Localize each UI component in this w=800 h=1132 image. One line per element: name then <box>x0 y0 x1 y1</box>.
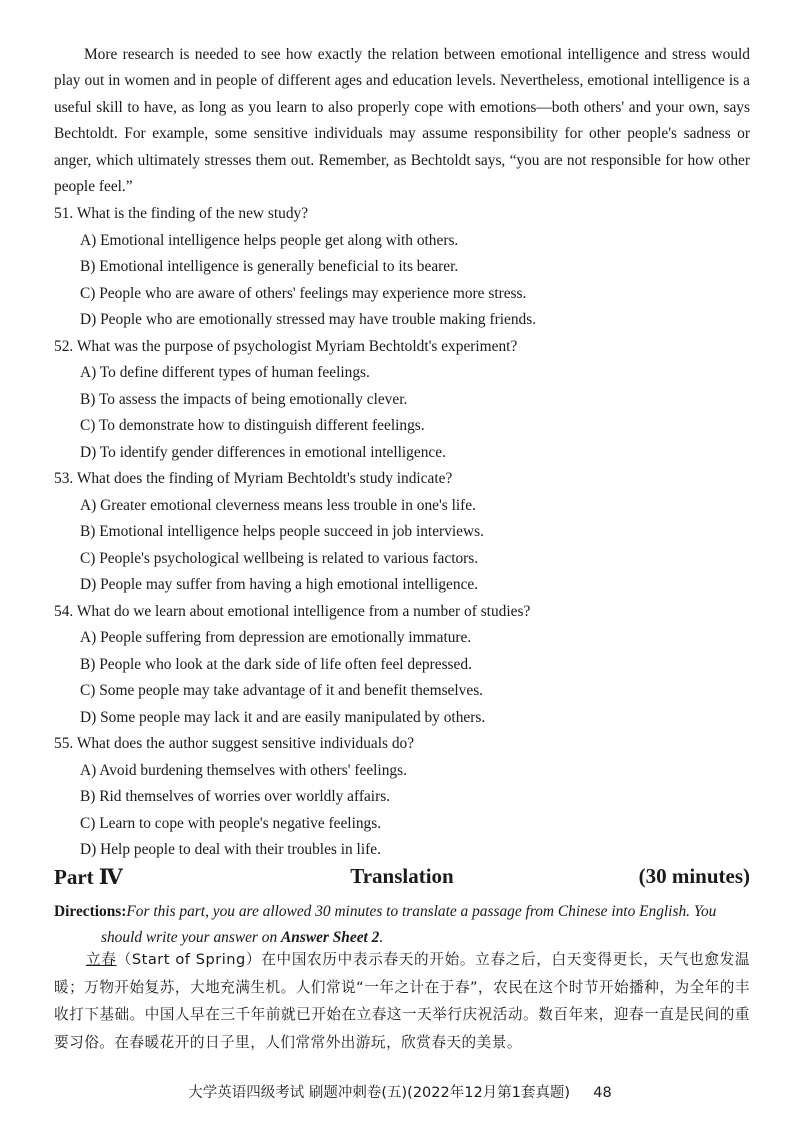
option-text: Learn to cope with people's negative feelings. <box>99 815 382 832</box>
directions <box>54 899 750 951</box>
option-text: Some people may lack it and are easily manipulated by others. <box>100 709 486 726</box>
chinese-passage <box>54 946 750 1056</box>
question-54 <box>54 602 530 622</box>
answer-sheet-label: Answer Sheet 2 <box>281 929 380 946</box>
question-text: What do we learn about emotional intelligence from a number of studies? <box>76 603 531 620</box>
option-letter: D) <box>80 709 97 726</box>
directions-line-1 <box>54 899 750 925</box>
option-text: Some people may take advantage of it and benefit themselves. <box>99 682 484 699</box>
question-number: 52. <box>54 338 74 355</box>
option-text: People who are aware of others' feelings may experience more stress. <box>99 285 527 302</box>
option-text: To assess the impacts of being emotionally clever. <box>98 391 408 408</box>
option-letter: A) <box>80 762 97 779</box>
option-51-d <box>80 310 536 330</box>
option-text: Emotional intelligence is generally beneficial to its bearer. <box>99 258 459 275</box>
directions-text-2: should write your answer on <box>101 929 281 946</box>
option-letter: B) <box>80 656 96 673</box>
option-53-b <box>80 522 484 542</box>
option-letter: B) <box>80 788 96 805</box>
option-letter: B) <box>80 258 96 275</box>
option-53-a <box>80 496 476 516</box>
option-letter: C) <box>80 682 96 699</box>
footer-text: 大学英语四级考试 刷题冲刺卷(五)(2022年12月第1套真题) <box>188 1085 571 1101</box>
option-letter: D) <box>80 576 97 593</box>
option-52-d <box>80 443 446 463</box>
question-text: What is the finding of the new study? <box>76 205 309 222</box>
option-letter: A) <box>80 364 97 381</box>
option-55-c <box>80 814 381 834</box>
page-number: 48 <box>593 1085 612 1101</box>
question-number: 55. <box>54 735 74 752</box>
page-footer <box>0 1081 800 1102</box>
directions-label: Directions: <box>54 903 127 920</box>
option-text: People's psychological wellbeing is related to various factors. <box>99 550 479 567</box>
question-number: 53. <box>54 470 74 487</box>
option-text: People may suffer from having a high emotional intelligence. <box>100 576 479 593</box>
option-text: Emotional intelligence helps people succeed in job interviews. <box>99 523 484 540</box>
option-text: Greater emotional cleverness means less trouble in one's life. <box>100 497 476 514</box>
option-55-d <box>80 840 381 860</box>
option-54-b <box>80 655 472 675</box>
option-letter: D) <box>80 841 97 858</box>
option-51-a <box>80 231 458 251</box>
option-text: To define different types of human feelings. <box>99 364 370 381</box>
option-letter: D) <box>80 311 97 328</box>
option-letter: A) <box>80 629 97 646</box>
option-51-b <box>80 257 458 277</box>
question-text: What does the finding of Myriam Bechtoldt's study indicate? <box>76 470 453 487</box>
option-text: People who look at the dark side of life often feel depressed. <box>99 656 472 673</box>
chinese-passage-text: （Start of Spring）在中国农历中表示春天的开始。立春之后，白天变得更长，天气也愈发温暖；万物开始复苏，大地充满生机。人们常说“一年之计在于春”，农民在这个时节开始播种，为全年的丰收打下基础。中国人早在三千年前就已开始在立春这一天举行庆祝活动。数百年来，迎春一直是民间的重要习俗。在春暖花开的日子里，人们常常外出游玩，欣赏春天的美景。 <box>54 951 750 1051</box>
option-52-b <box>80 390 407 410</box>
option-text: People suffering from depression are emotionally immature. <box>100 629 472 646</box>
question-number: 54. <box>54 603 74 620</box>
option-text: Avoid burdening themselves with others' feelings. <box>99 762 407 779</box>
option-52-a <box>80 363 370 383</box>
option-51-c <box>80 284 526 304</box>
option-54-c <box>80 681 483 701</box>
question-53 <box>54 469 452 489</box>
question-55 <box>54 734 414 754</box>
underlined-term: 立春 <box>86 951 117 968</box>
question-text: What does the author suggest sensitive individuals do? <box>76 735 415 752</box>
option-text: To demonstrate how to distinguish different feelings. <box>98 417 425 434</box>
option-text: Help people to deal with their troubles in life. <box>100 841 381 858</box>
part-time: (30 minutes) <box>638 864 750 888</box>
question-text: What was the purpose of psychologist Myriam Bechtoldt's experiment? <box>76 338 518 355</box>
option-54-d <box>80 708 485 728</box>
option-letter: D) <box>80 444 97 461</box>
question-52 <box>54 337 517 357</box>
option-52-c <box>80 416 425 436</box>
option-53-c <box>80 549 478 569</box>
option-letter: B) <box>80 523 96 540</box>
part-label: Part Ⅳ <box>54 865 123 889</box>
option-letter: B) <box>80 391 96 408</box>
option-53-d <box>80 575 478 595</box>
option-text: Emotional intelligence helps people get along with others. <box>100 232 459 249</box>
question-number: 51. <box>54 205 74 222</box>
question-51 <box>54 204 308 224</box>
option-letter: C) <box>80 815 96 832</box>
option-54-a <box>80 628 471 648</box>
option-letter: C) <box>80 550 96 567</box>
passage-paragraph: More research is needed to see how exactly the relation between emotional intelligence and stress would play out in women and in people of different ages and education levels. Nevertheless, emotional intelligence is a useful skill to have, as long as you learn to also properly cope with emotions—both others' and your own, says Bechtoldt. For example, some sensitive individuals may assume responsibility for other people's sadness or anger, which ultimately stresses them out. Remember, as Bechtoldt says, “you are not responsible for how other people feel.” <box>54 46 750 196</box>
option-55-b <box>80 787 390 807</box>
option-letter: C) <box>80 285 96 302</box>
option-letter: A) <box>80 232 97 249</box>
directions-text: For this part, you are allowed 30 minutes to translate a passage from Chinese into English. You <box>126 903 717 920</box>
part-header <box>54 864 750 894</box>
option-text: People who are emotionally stressed may have trouble making friends. <box>100 311 537 328</box>
part-title: Translation <box>350 864 454 888</box>
directions-period: . <box>379 929 384 946</box>
option-text: To identify gender differences in emotional intelligence. <box>99 444 446 461</box>
option-text: Rid themselves of worries over worldly affairs. <box>99 788 391 805</box>
option-letter: C) <box>80 417 96 434</box>
option-letter: A) <box>80 497 97 514</box>
option-55-a <box>80 761 407 781</box>
